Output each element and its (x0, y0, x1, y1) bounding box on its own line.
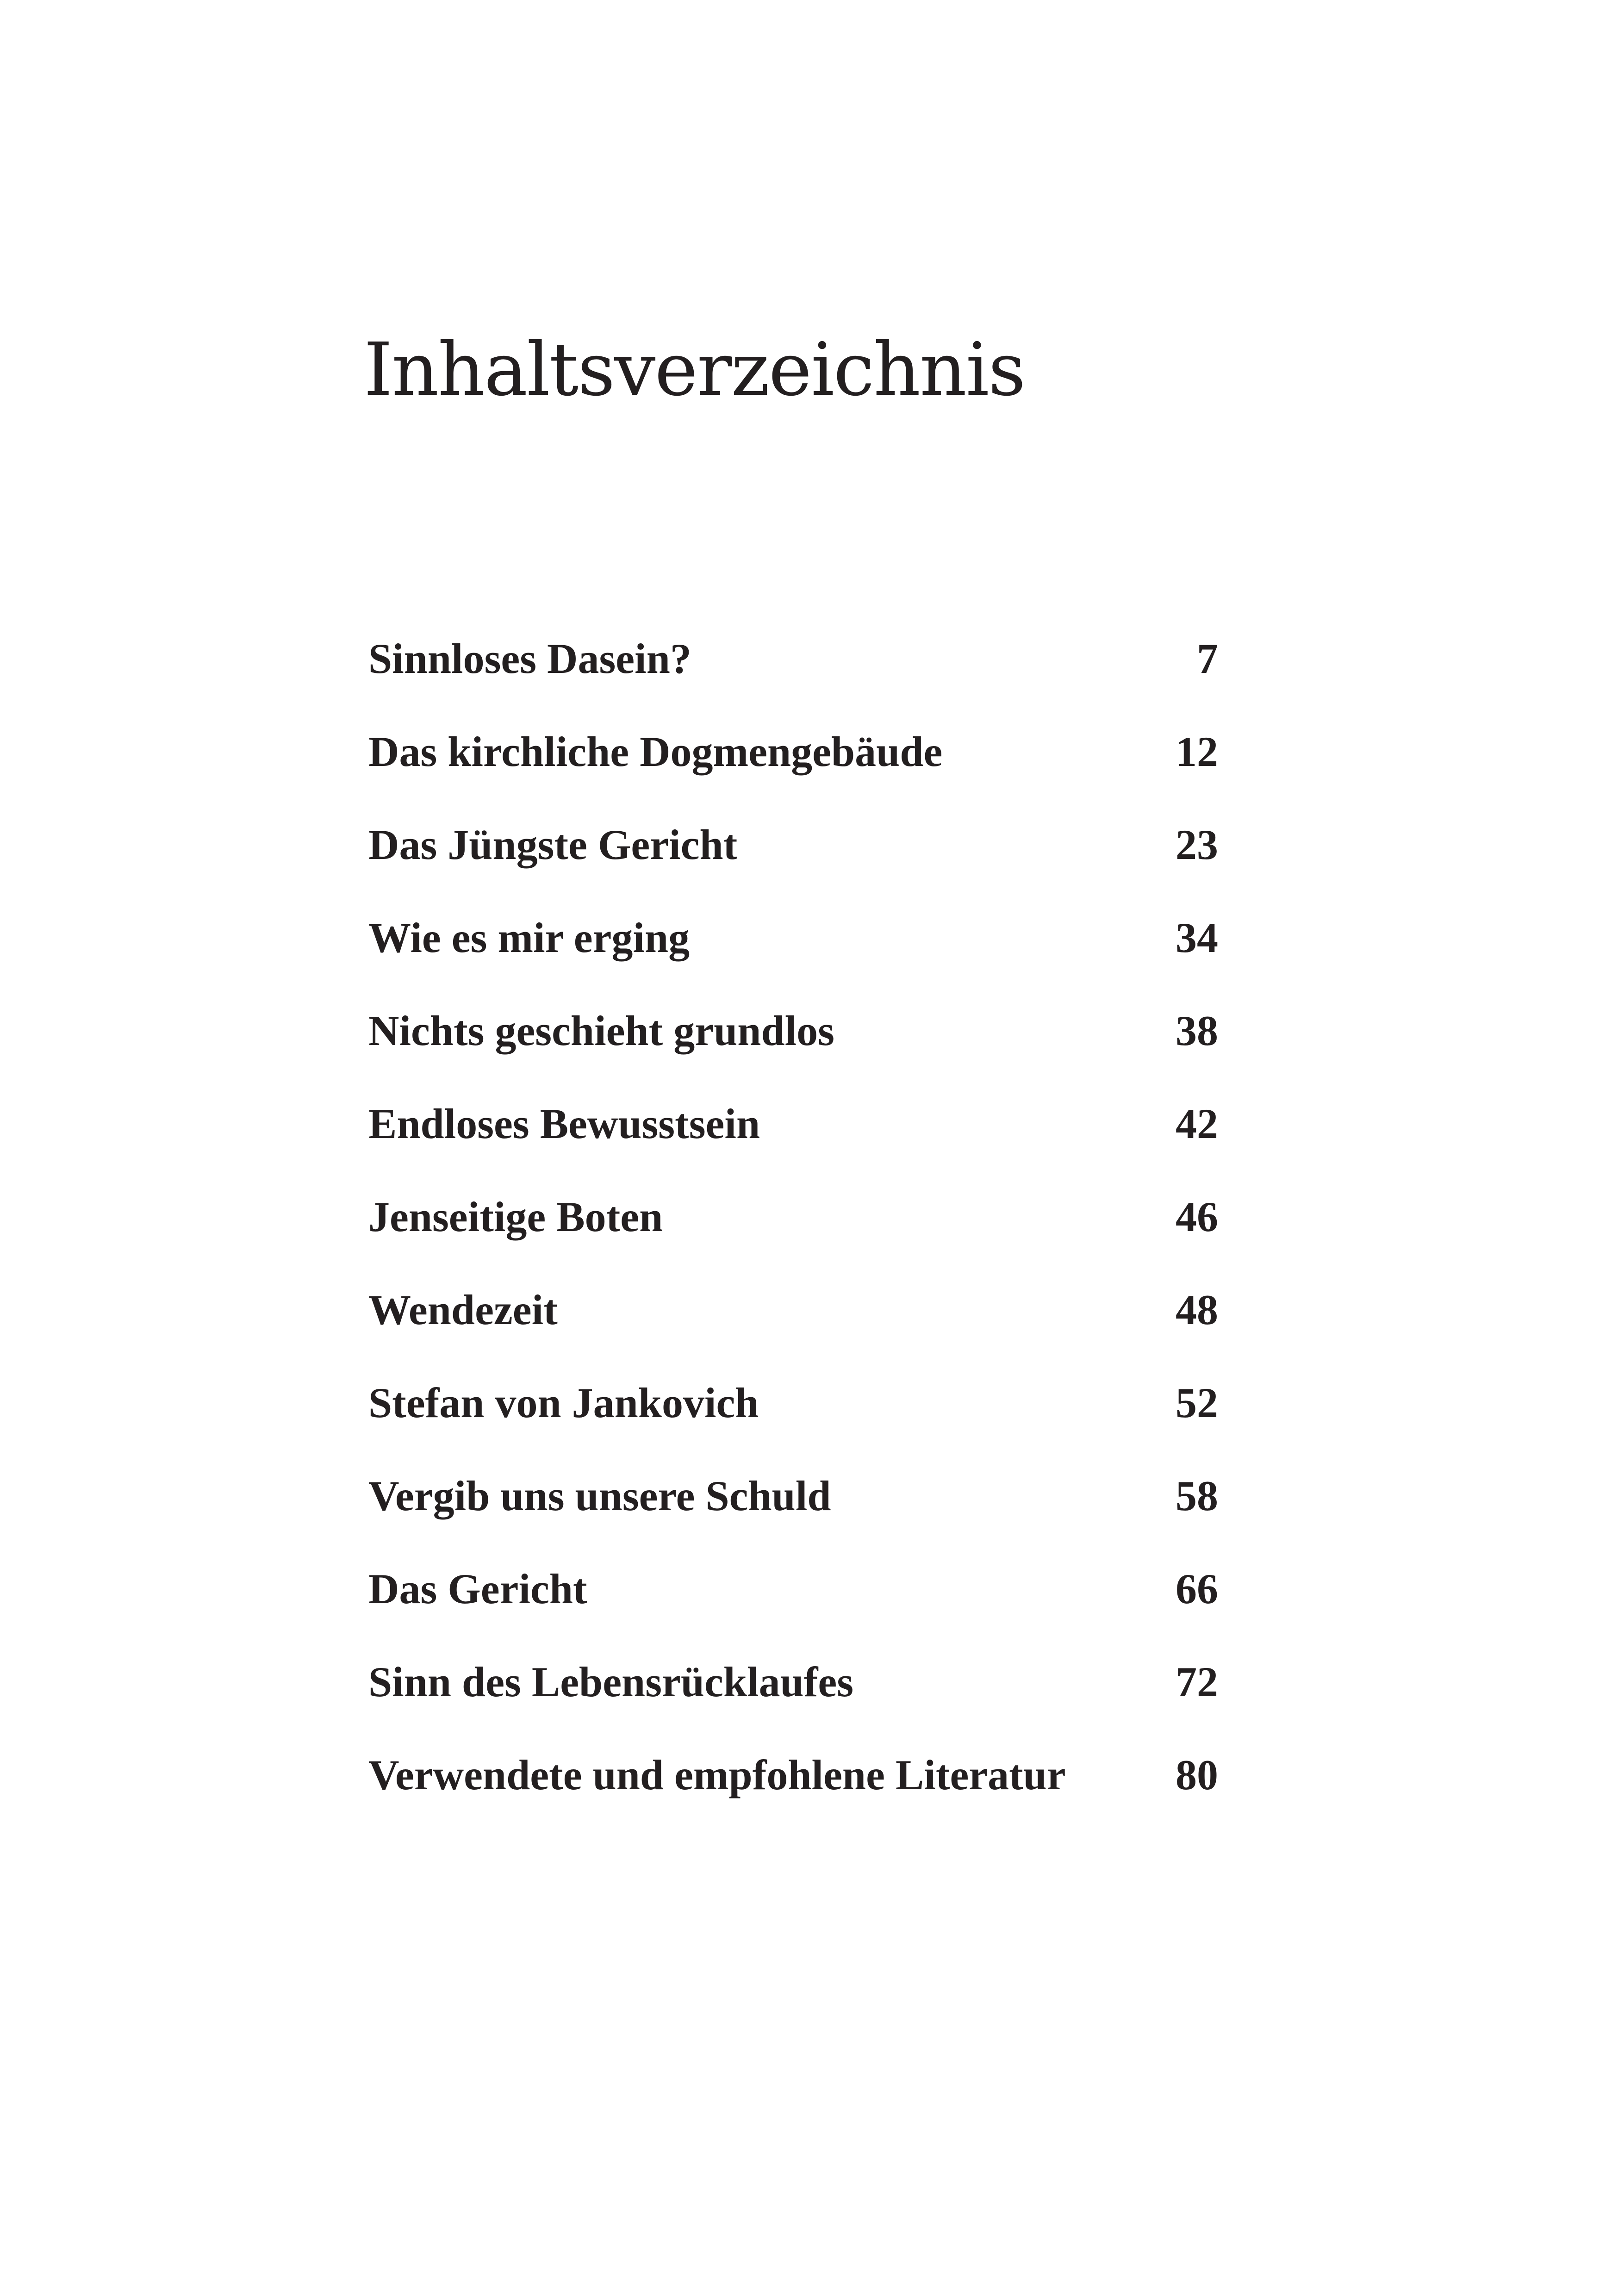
toc-entry-title: Vergib uns unsere Schuld (368, 1472, 831, 1519)
toc-entry-page-number: 7 (1197, 635, 1218, 682)
toc-entry (368, 730, 1218, 823)
toc-entry (368, 823, 1218, 916)
toc-entry (368, 1565, 1218, 1661)
toc-entry-page-number: 58 (1176, 1472, 1218, 1519)
toc-entry (368, 1102, 1218, 1195)
toc-entry-page-number: 38 (1176, 1007, 1218, 1054)
toc-entry-page-number: 23 (1176, 821, 1218, 868)
toc-entry-page-number: 48 (1176, 1286, 1218, 1333)
toc-entry (368, 637, 1218, 730)
toc-entry-title: Nichts geschieht grundlos (368, 1007, 834, 1054)
toc-entry-page-number: 46 (1176, 1193, 1218, 1240)
toc-entry-title: Jenseitige Boten (368, 1193, 663, 1240)
toc-entry-title: Verwendete und empfohlene Literatur (368, 1751, 1066, 1798)
toc-entry-title: Wendezeit (368, 1286, 558, 1333)
toc-entry-title: Wie es mir erging (368, 914, 690, 961)
toc-entry-title: Sinnloses Dasein? (368, 635, 691, 682)
toc-entry (368, 1288, 1218, 1381)
toc-entry (368, 1195, 1218, 1288)
toc-entry (368, 1751, 1218, 1847)
toc-entry-title: Sinn des Lebensrücklaufes (368, 1658, 854, 1705)
toc-entry-page-number: 34 (1176, 914, 1218, 961)
toc-entry-page-number: 72 (1176, 1658, 1218, 1705)
toc-entry-title: Endloses Bewusstsein (368, 1100, 760, 1147)
toc-entry-page-number: 80 (1176, 1751, 1218, 1798)
toc-entry-page-number: 52 (1176, 1379, 1218, 1426)
toc-entry-page-number: 42 (1176, 1100, 1218, 1147)
table-of-contents (368, 637, 1218, 1847)
toc-entry-title: Stefan von Jankovich (368, 1379, 759, 1426)
toc-entry-title: Das Gericht (368, 1565, 587, 1612)
toc-entry (368, 1658, 1218, 1754)
toc-entry (368, 1009, 1218, 1102)
toc-entry-title: Das Jüngste Gericht (368, 821, 738, 868)
toc-entry-page-number: 12 (1176, 728, 1218, 775)
toc-entry (368, 916, 1218, 1009)
toc-entry (368, 1472, 1218, 1568)
toc-entry (368, 1381, 1218, 1475)
page-title: Inhaltsverzeichnis (364, 327, 1025, 412)
toc-entry-title: Das kirchliche Dogmengebäude (368, 728, 943, 775)
toc-entry-page-number: 66 (1176, 1565, 1218, 1612)
